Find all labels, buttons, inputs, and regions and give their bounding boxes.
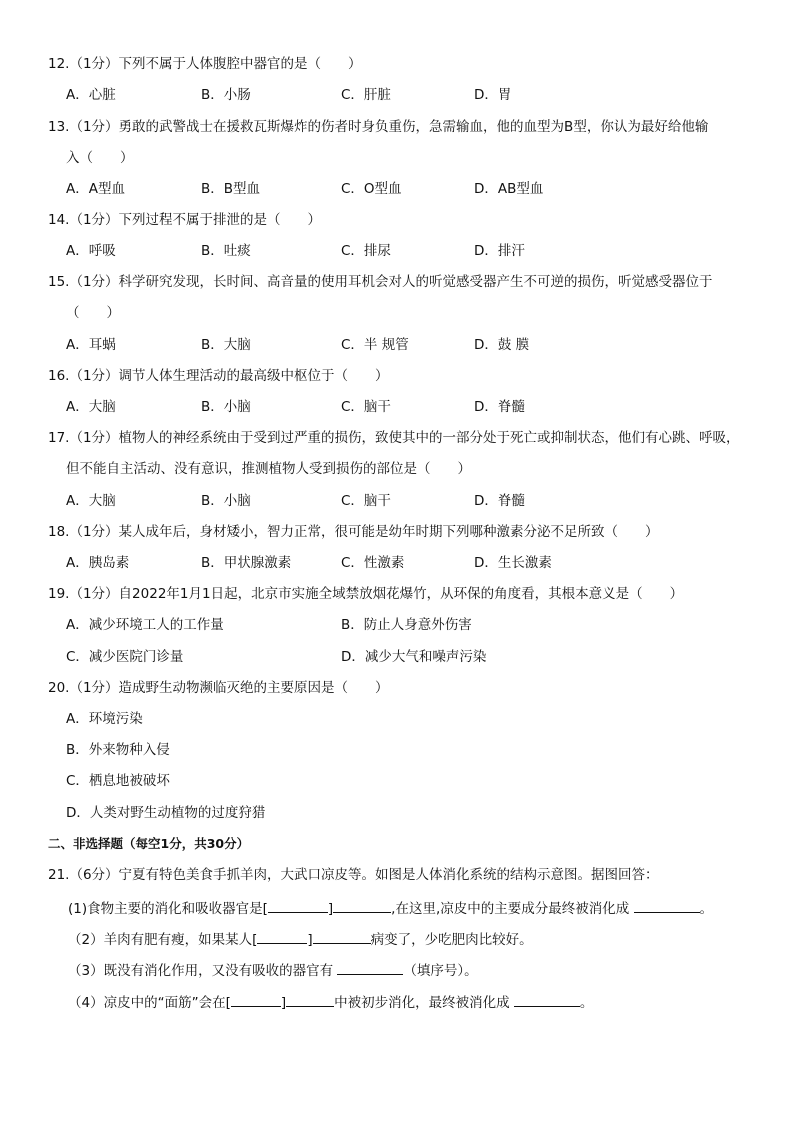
option-b[interactable]: B．大脑: [201, 337, 251, 353]
option-d[interactable]: D．人类对野生动植物的过度狩猎: [66, 805, 266, 821]
option-c[interactable]: C．排尿: [341, 243, 391, 259]
answer-blank[interactable]: [257, 929, 307, 944]
option-c[interactable]: C．脑干: [341, 399, 391, 415]
option-c[interactable]: C．肝脏: [341, 87, 391, 103]
option-d[interactable]: D．减少大气和噪声污染: [341, 649, 487, 665]
question-15-stem: 15.（1分）科学研究发现，长时间、高音量的使用耳机会对人的听觉感受器产生不可逆的损伤，听觉感受器位于: [48, 274, 713, 290]
option-a[interactable]: A．减少环境工人的工作量: [66, 617, 224, 633]
question-19-options-row1: [0, 616, 794, 634]
option-b[interactable]: B．小脑: [201, 399, 251, 415]
text: 病变了，少吃肥肉比较好。: [370, 932, 533, 948]
text: （3）既没有消化作用，又没有吸收的器官有: [68, 963, 338, 979]
question-12-stem: 12.（1分）下列不属于人体腹腔中器官的是（ ）: [48, 56, 362, 72]
option-a[interactable]: A．大脑: [66, 493, 116, 509]
question-14-options: [0, 242, 794, 260]
option-d[interactable]: D．排汗: [474, 243, 525, 259]
text: 中被初步消化，最终被消化成: [334, 995, 514, 1011]
option-b[interactable]: B．防止人身意外伤害: [341, 617, 472, 633]
option-a[interactable]: A．呼吸: [66, 243, 116, 259]
question-13-stem-cont: 入（ ）: [66, 150, 134, 166]
question-20-stem: 20.（1分）造成野生动物濒临灭绝的主要原因是（ ）: [48, 680, 389, 696]
question-21-stem: 21.（6分）宁夏有特色美食手抓羊肉，大武口凉皮等。如图是人体消化系统的结构示意图。据图回答：: [48, 867, 659, 883]
option-c[interactable]: C．性激素: [341, 555, 405, 571]
option-d[interactable]: D．脊髓: [474, 493, 525, 509]
option-b[interactable]: B．吐痰: [201, 243, 251, 259]
section-title: 二、非选择题（每空1分，共30分）: [48, 836, 250, 851]
question-19-options-row2: [0, 648, 794, 666]
option-d[interactable]: D．生长激素: [474, 555, 552, 571]
question-15-options: [0, 336, 794, 354]
text: 。: [699, 901, 714, 917]
question-13-options: [0, 180, 794, 198]
text: (1)食物主要的消化和吸收器官是[: [68, 901, 268, 917]
question-17-stem-cont: 但不能自主活动、没有意识，推测植物人受到损伤的部位是（ ）: [66, 461, 471, 477]
option-b[interactable]: B．小肠: [201, 87, 251, 103]
question-21-sub-2: [68, 929, 533, 949]
answer-blank[interactable]: [286, 992, 334, 1007]
option-a[interactable]: A．A型血: [66, 181, 125, 197]
question-18-options: [0, 554, 794, 572]
text: ]: [327, 901, 334, 917]
option-c[interactable]: C．减少医院门诊量: [66, 649, 184, 665]
question-17-stem: 17.（1分）植物人的神经系统由于受到过严重的损伤，致使其中的一部分处于死亡或抑制状态，他们有心跳、呼吸，: [48, 430, 740, 446]
option-d[interactable]: D．AB型血: [474, 181, 544, 197]
text: 。: [579, 995, 594, 1011]
option-c[interactable]: C．栖息地被破坏: [66, 773, 170, 789]
text: ]: [280, 995, 287, 1011]
question-17-options: [0, 492, 794, 510]
option-a[interactable]: A．耳蜗: [66, 337, 116, 353]
question-21-sub-1: [68, 898, 713, 918]
option-d[interactable]: D．脊髓: [474, 399, 525, 415]
question-12-options: [0, 86, 794, 104]
answer-blank[interactable]: [634, 898, 700, 913]
option-b[interactable]: B．B型血: [201, 181, 261, 197]
answer-blank[interactable]: [268, 898, 328, 913]
option-b[interactable]: B．外来物种入侵: [66, 742, 170, 758]
question-21-sub-4: [68, 992, 593, 1012]
question-14-stem: 14.（1分）下列过程不属于排泄的是（ ）: [48, 212, 322, 228]
answer-blank[interactable]: [313, 929, 371, 944]
option-a[interactable]: A．心脏: [66, 87, 116, 103]
text: （2）羊肉有肥有瘦，如果某人[: [68, 932, 258, 948]
option-d[interactable]: D．鼓 膜: [474, 337, 530, 353]
option-a[interactable]: A．胰岛素: [66, 555, 130, 571]
option-b[interactable]: B．甲状腺激素: [201, 555, 292, 571]
text: ,在这里,凉皮中的主要成分最终被消化成: [391, 901, 634, 917]
option-d[interactable]: D．胃: [474, 87, 512, 103]
question-15-stem-cont: （ ）: [66, 305, 120, 321]
option-c[interactable]: C．半 规管: [341, 337, 409, 353]
option-c[interactable]: C．O型血: [341, 181, 402, 197]
question-13-stem: 13.（1分）勇敢的武警战士在援救瓦斯爆炸的伤者时身负重伤，急需输血，他的血型为B型，你认为最好给他输: [48, 119, 709, 135]
text: （4）凉皮中的“面筋”会在[: [68, 995, 231, 1011]
question-16-stem: 16.（1分）调节人体生理活动的最高级中枢位于（ ）: [48, 368, 389, 384]
option-a[interactable]: A．环境污染: [66, 711, 143, 727]
text: （填序号）。: [403, 963, 478, 979]
answer-blank[interactable]: [231, 992, 281, 1007]
question-18-stem: 18.（1分）某人成年后，身材矮小，智力正常，很可能是幼年时期下列哪种激素分泌不足所致（ ）: [48, 524, 659, 540]
question-19-stem: 19.（1分）自2022年1月1日起，北京市实施全域禁放烟花爆竹，从环保的角度看，其根本意义是（ ）: [48, 586, 684, 602]
answer-blank[interactable]: [337, 960, 403, 975]
question-16-options: [0, 398, 794, 416]
option-a[interactable]: A．大脑: [66, 399, 116, 415]
answer-blank[interactable]: [333, 898, 391, 913]
answer-blank[interactable]: [514, 992, 580, 1007]
option-b[interactable]: B．小脑: [201, 493, 251, 509]
question-21-sub-3: [68, 960, 478, 980]
text: ]: [307, 932, 313, 948]
option-c[interactable]: C．脑干: [341, 493, 391, 509]
